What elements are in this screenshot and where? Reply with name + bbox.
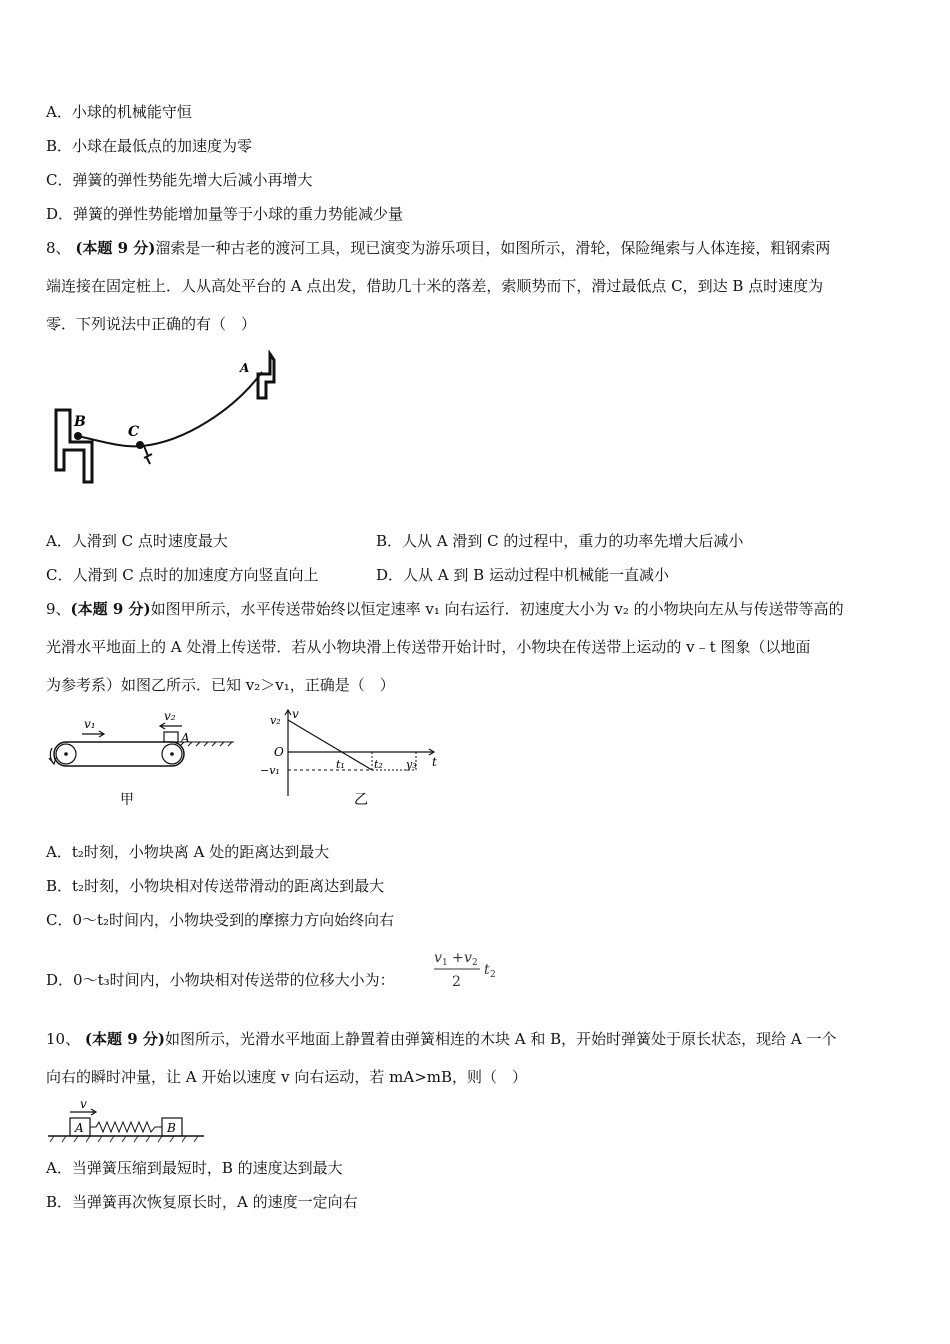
q8-stem-line2: 端连接在固定桩上．人从高处平台的 A 点出发，借助几十米的落差，索顺势而下，滑过最低点 C，到达 B 点时速度为 bbox=[46, 277, 824, 295]
q9-option-a: A．t₂时刻，小物块离 A 处的距离达到最大 bbox=[46, 843, 330, 861]
q8-platform-a bbox=[258, 354, 274, 398]
q10-stem-line1 bbox=[46, 1029, 837, 1049]
q9-formula-v2-sub: 2 bbox=[472, 958, 478, 968]
q9-arrow-v1-icon bbox=[82, 731, 104, 737]
q9-fig-left-v1: v₁ bbox=[84, 717, 96, 731]
q10-spring-figure bbox=[44, 1096, 208, 1144]
q9-fig-left-a: A bbox=[181, 731, 190, 745]
q9-option-d: D．0～t₃时间内，小物块相对传送带的位移大小为： bbox=[46, 971, 395, 989]
q9-score-tag: (本题 9 分) bbox=[70, 600, 151, 618]
q9-formula-plus: + bbox=[452, 950, 464, 966]
q9-formula-t: t bbox=[484, 962, 490, 978]
q8-label-a: A bbox=[240, 361, 250, 375]
q10-option-a: A．当弹簧压缩到最短时，B 的速度达到最大 bbox=[46, 1159, 343, 1177]
q10-stem-text1: 如图所示，光滑水平地面上静置着由弹簧相连的木块 A 和 B，开始时弹簧处于原长状态，现给 A 一个 bbox=[164, 1030, 837, 1048]
q9-stem-line3: 为参考系）如图乙所示．已知 v₂＞v₁，正确是（ ） bbox=[46, 676, 395, 694]
q9-formula-v1: v bbox=[434, 950, 442, 966]
q9-option-b: B．t₂时刻，小物块相对传送带滑动的距离达到最大 bbox=[46, 877, 385, 895]
q10-label-a: A bbox=[75, 1121, 84, 1135]
q9-vt-label-t2: t₂ bbox=[374, 758, 383, 771]
q9-number: 9、 bbox=[46, 600, 71, 618]
q10-ground-hatch bbox=[50, 1136, 198, 1142]
q9-vt-graph bbox=[256, 706, 440, 812]
q9-vt-label-neg-v1: −v₁ bbox=[260, 764, 280, 777]
q10-spring bbox=[90, 1122, 162, 1132]
q9-roller-left-axle bbox=[64, 752, 68, 756]
q8-score-tag: (本题 9 分) bbox=[75, 239, 156, 257]
q9-roller-right-axle bbox=[170, 752, 174, 756]
q8-number: 8、 bbox=[46, 239, 71, 257]
q8-option-c: C．人滑到 C 点时的加速度方向竖直向上 bbox=[46, 566, 319, 584]
q8-option-d: D．人从 A 到 B 运动过程中机械能一直减小 bbox=[376, 566, 669, 584]
q9-fig-left-v2: v₂ bbox=[164, 709, 176, 723]
q8-rider bbox=[144, 446, 152, 464]
q8-label-c: C bbox=[128, 424, 140, 440]
q9-vt-axis-v bbox=[285, 710, 291, 796]
q7-option-d: D．弹簧的弹性势能增加量等于小球的重力势能减少量 bbox=[46, 205, 404, 223]
q8-cable bbox=[78, 372, 262, 446]
q8-label-b: B bbox=[74, 414, 86, 430]
q9-vt-label-t: t bbox=[432, 755, 437, 769]
q10-label-b: B bbox=[167, 1121, 176, 1135]
q9-fig-left-caption: 甲 bbox=[120, 792, 134, 808]
q9-conveyor-figure bbox=[44, 706, 244, 812]
q9-formula bbox=[432, 946, 504, 992]
q10-stem-line2: 向右的瞬时冲量，让 A 开始以速度 v 向右运动，若 mA>mB，则（ ） bbox=[46, 1068, 528, 1086]
q9-vt-line-decel bbox=[288, 720, 372, 770]
q7-option-a: A．小球的机械能守恒 bbox=[46, 103, 192, 121]
q9-stem-text1: 如图甲所示，水平传送带始终以恒定速率 v₁ 向右运行．初速度大小为 v₂ 的小物块向左从与传送带等高的 bbox=[150, 600, 844, 618]
q8-pulley-c bbox=[136, 441, 144, 449]
q9-arrow-v2-icon bbox=[160, 723, 182, 729]
q8-stem-line1 bbox=[46, 238, 830, 258]
q8-zipline-figure bbox=[44, 350, 284, 500]
q9-vt-axis-t bbox=[288, 749, 434, 755]
q8-option-b: B．人从 A 滑到 C 的过程中，重力的功率先增大后减小 bbox=[376, 532, 744, 550]
q10-label-v: v bbox=[80, 1097, 87, 1111]
q9-stem-line1 bbox=[46, 599, 844, 619]
q8-option-a: A．人滑到 C 点时速度最大 bbox=[46, 532, 228, 550]
q9-formula-v2: v bbox=[464, 950, 472, 966]
q10-number: 10、 bbox=[46, 1030, 81, 1048]
q8-point-b bbox=[74, 432, 82, 440]
q8-stem-text1: 溜索是一种古老的渡河工具，现已演变为游乐项目，如图所示，滑轮，保险绳索与人体连接，粗钢索两 bbox=[155, 239, 831, 257]
q10-option-b: B．当弹簧再次恢复原长时，A 的速度一定向右 bbox=[46, 1193, 358, 1211]
q9-formula-t-sub: 2 bbox=[490, 970, 496, 980]
q9-vt-label-t1: t₁ bbox=[336, 758, 345, 771]
q9-vt-label-v2: v₂ bbox=[270, 714, 281, 727]
q9-block-a bbox=[164, 732, 178, 742]
q9-vt-label-v: v bbox=[292, 707, 299, 721]
q9-vt-label-t3: y₃ bbox=[406, 758, 417, 771]
q10-score-tag: (本题 9 分) bbox=[84, 1030, 165, 1048]
q9-option-c: C．0～t₂时间内，小物块受到的摩擦力方向始终向右 bbox=[46, 911, 395, 929]
q9-belt bbox=[54, 742, 184, 766]
q9-vt-caption: 乙 bbox=[354, 792, 368, 808]
q9-vt-label-o: O bbox=[274, 745, 284, 759]
q9-formula-den: 2 bbox=[452, 974, 461, 990]
q9-stem-line2: 光滑水平地面上的 A 处滑上传送带．若从小物块滑上传送带开始计时，小物块在传送带上运动的 v﹣t 图象（以地面 bbox=[46, 638, 811, 656]
q9-formula-v1-sub: 1 bbox=[442, 958, 448, 968]
q8-stem-line3: 零．下列说法中正确的有（ ） bbox=[46, 315, 257, 333]
q7-option-b: B．小球在最低点的加速度为零 bbox=[46, 137, 253, 155]
q7-option-c: C．弹簧的弹性势能先增大后减小再增大 bbox=[46, 171, 313, 189]
